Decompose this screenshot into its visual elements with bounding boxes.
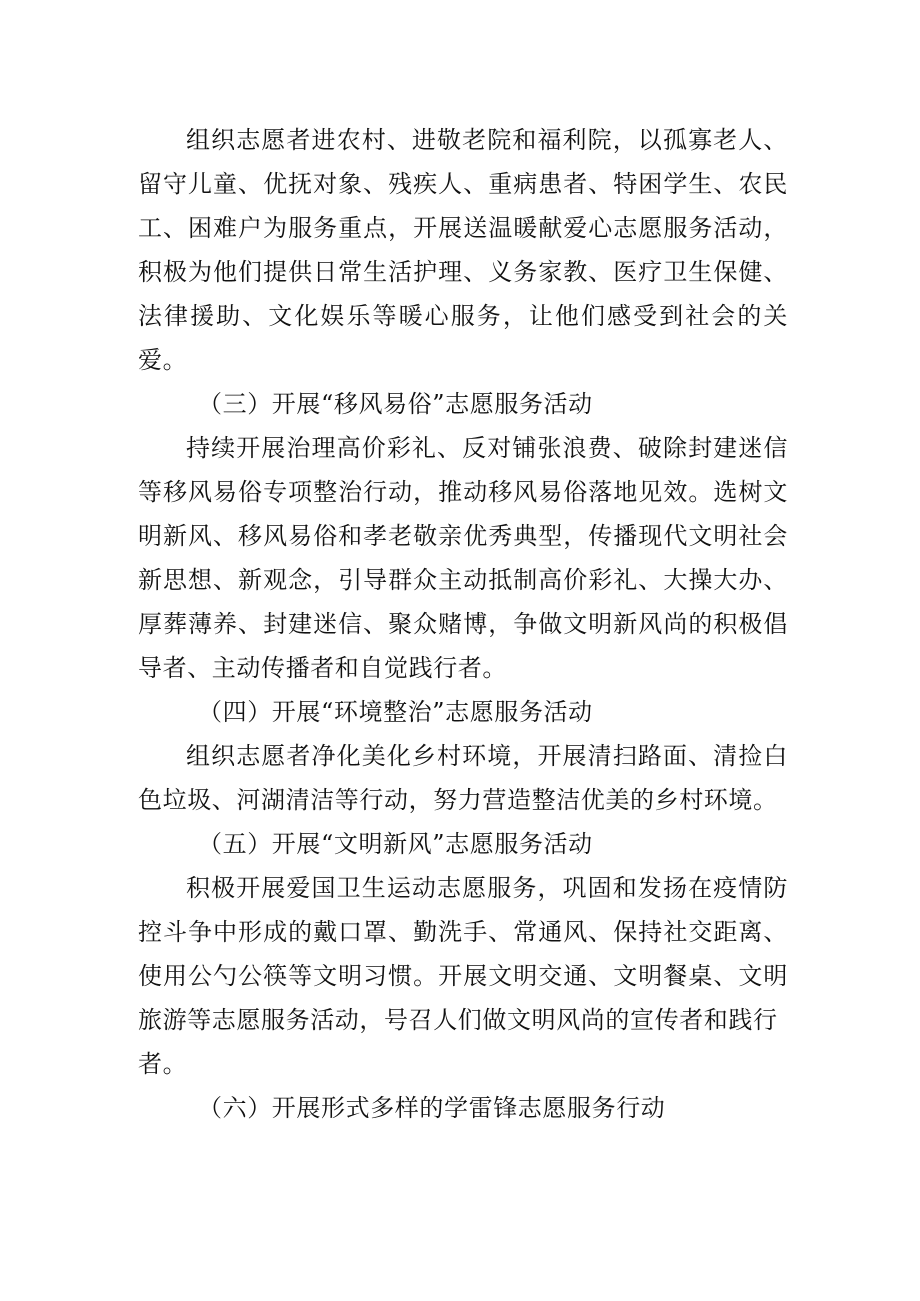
paragraph-2: 持续开展治理高价彩礼、反对铺张浪费、破除封建迷信等移风易俗专项整治行动，推动移风易俗落地见效。选树文明新风、移风易俗和孝老敬亲优秀典型，传播现代文明社会新思想、新观念，引导群众主动抵制高价彩礼、大操大办、厚葬薄养、封建迷信、聚众赌博，争做文明新风尚的积极倡导者、主动传播者和自觉践行者。 [138,434,788,682]
heading-4: （四）开展“环境整治”志愿服务活动 [198,698,593,726]
heading-5: （五）开展“文明新风”志愿服务活动 [198,830,593,858]
paragraph-4-body: 积极开展爱国卫生运动志愿服务，巩固和发扬在疫情防控斗争中形成的戴口罩、勤洗手、常通风、保持社交距离、使用公勺公筷等文明习惯。开展文明交通、文明餐桌、文明旅游等志愿服务活动，号召人们做文明风尚的宣传者和践行 [138,874,788,1034]
heading-6: （六）开展形式多样的学雷锋志愿服务行动 [198,1094,666,1122]
heading-3: （三）开展“移风易俗”志愿服务活动 [198,390,593,418]
paragraph-4-tail: 者。 [138,1050,188,1078]
document-page [138,118,788,1130]
paragraph-1: 组织志愿者进农村、进敬老院和福利院，以孤寡老人、留守儿童、优抚对象、残疾人、重病患者、特困学生、农民工、困难户为服务重点，开展送温暖献爱心志愿服务活动，积极为他们提供日常生活护理、义务家教、医疗卫生保健、法律援助、文化娱乐等暖心服务，让他们感受到社会的关爱。 [138,126,788,374]
paragraph-3: 组织志愿者净化美化乡村环境，开展清扫路面、清捡白色垃圾、河湖清洁等行动，努力营造整洁优美的乡村环境。 [138,742,788,814]
paragraph-4 [138,866,788,1086]
